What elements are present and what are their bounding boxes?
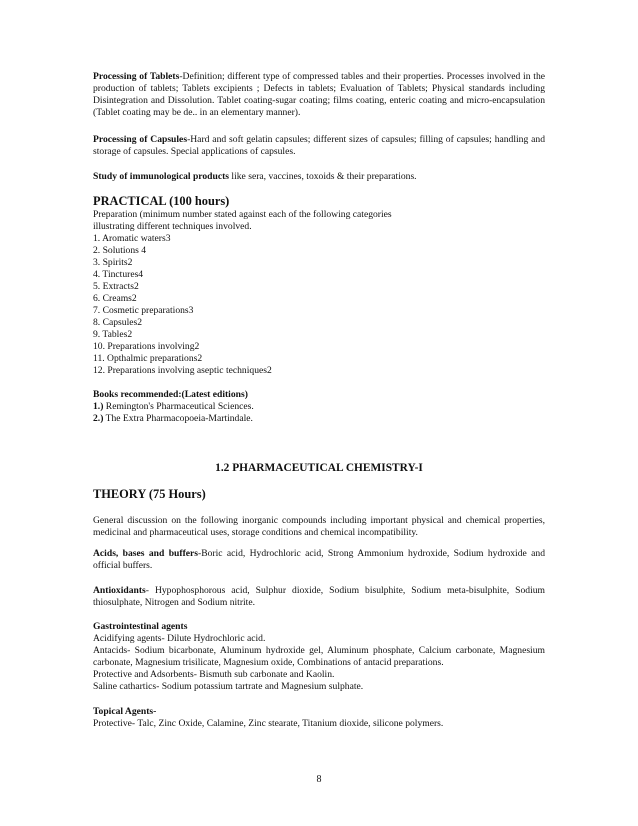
immuno-text: like sera, vaccines, toxoids & their preparations.: [229, 171, 417, 182]
gastro-heading: Gastrointestinal agents: [93, 621, 188, 632]
acids-paragraph: [93, 548, 545, 572]
book-1-number: 1.): [93, 401, 104, 412]
list-item: 11. Opthalmic preparations2: [93, 353, 203, 364]
list-item: 5. Extracts2: [93, 281, 139, 292]
list-item: 7. Cosmetic preparations3: [93, 305, 194, 316]
list-item: 6. Creams2: [93, 293, 137, 304]
acids-heading: Acids, bases and buffers: [93, 548, 199, 559]
books-section: [93, 389, 545, 425]
gastro-line: Acidifying agents- Dilute Hydrochloric acid.: [93, 633, 266, 644]
gastro-section: [93, 621, 545, 693]
capsules-paragraph: [93, 134, 545, 158]
list-item: 1. Aromatic waters3: [93, 233, 171, 244]
list-item: 4. Tinctures4: [93, 269, 144, 280]
topical-heading: Topical Agents-: [93, 706, 157, 717]
list-item: 8. Capsules2: [93, 317, 143, 328]
list-item: 12. Preparations involving aseptic techniques2: [93, 365, 272, 376]
theory-section: [93, 487, 545, 502]
book-2-title: The Extra Pharmacopoeia-Martindale.: [103, 413, 253, 424]
acids-text: -Boric acid, Hydrochloric acid, Strong Ammonium hydroxide, Sodium hydroxide and official buffers.: [93, 548, 545, 571]
practical-intro-1: Preparation (minimum number stated against each of the following categories: [93, 209, 392, 220]
gastro-line: Protective and Adsorbents- Bismuth sub carbonate and Kaolin.: [93, 669, 335, 680]
capsules-text: -Hard and soft gelatin capsules; different sizes of capsules; filling of capsules; handling and storage of capsules. Special applications of capsules.: [93, 134, 545, 157]
list-item: 9. Tables2: [93, 329, 133, 340]
immuno-paragraph: [93, 171, 545, 183]
immuno-heading: Study of immunological products: [93, 171, 230, 182]
theory-title: THEORY (75 Hours): [93, 487, 206, 501]
tablets-heading: Processing of Tablets: [93, 71, 180, 82]
book-1-title: Remington's Pharmaceutical Sciences.: [103, 401, 254, 412]
practical-list: [93, 233, 545, 377]
general-text: General discussion on the following inorganic compounds including important physical and chemical properties, medicinal and pharmaceutical uses, storage conditions and chemical incompatibility.: [93, 515, 545, 538]
chemistry-title: 1.2 PHARMACEUTICAL CHEMISTRY-I: [215, 462, 423, 474]
practical-intro-2: illustrating different techniques involved.: [93, 221, 252, 232]
gastro-line: Antacids- Sodium bicarbonate, Aluminum hydroxide gel, Aluminum phosphate, Calcium carbonate, Magnesium carbonate, Magnesium trisilicate, Magnesium oxide, Combinations of antacid preparations.: [93, 645, 545, 668]
list-item: 10. Preparations involving2: [93, 341, 200, 352]
topical-section: [93, 706, 545, 730]
tablets-paragraph: [93, 71, 545, 119]
tablets-text: -Definition; different type of compressed tables and their properties. Processes involved in the production of tablets; Tablets excipients ; Defects in tablets; Evaluation of Tablets; Physical standards including Disintegration and Dissolution. Tablet coating-sugar coating; films coating, enteric coating and micro-encapsulation (Tablet coating may be de.. in an elementary manner).: [93, 71, 545, 118]
antioxidants-text: - Hypophosphorous acid, Sulphur dioxide, Sodium bisulphite, Sodium meta-bisulphite, Sodium thiosulphate, Nitrogen and Sodium nitrite.: [93, 585, 545, 608]
practical-title: PRACTICAL (100 hours): [93, 194, 230, 208]
capsules-heading: Processing of Capsules: [93, 134, 188, 145]
list-item: 3. Spirits2: [93, 257, 133, 268]
antioxidants-heading: Antioxidants: [93, 585, 146, 596]
book-2-number: 2.): [93, 413, 104, 424]
topical-text: Protective- Talc, Zinc Oxide, Calamine, Zinc stearate, Titanium dioxide, silicone polymers.: [93, 718, 444, 729]
gastro-line: Saline cathartics- Sodium potassium tartrate and Magnesium sulphate.: [93, 681, 364, 692]
list-item: 2. Solutions 4: [93, 245, 147, 256]
page-number: 8: [316, 774, 322, 785]
practical-section: [93, 194, 545, 377]
antioxidants-paragraph: [93, 585, 545, 609]
general-paragraph: [93, 515, 545, 539]
books-heading: Books recommended:(Latest editions): [93, 389, 248, 400]
